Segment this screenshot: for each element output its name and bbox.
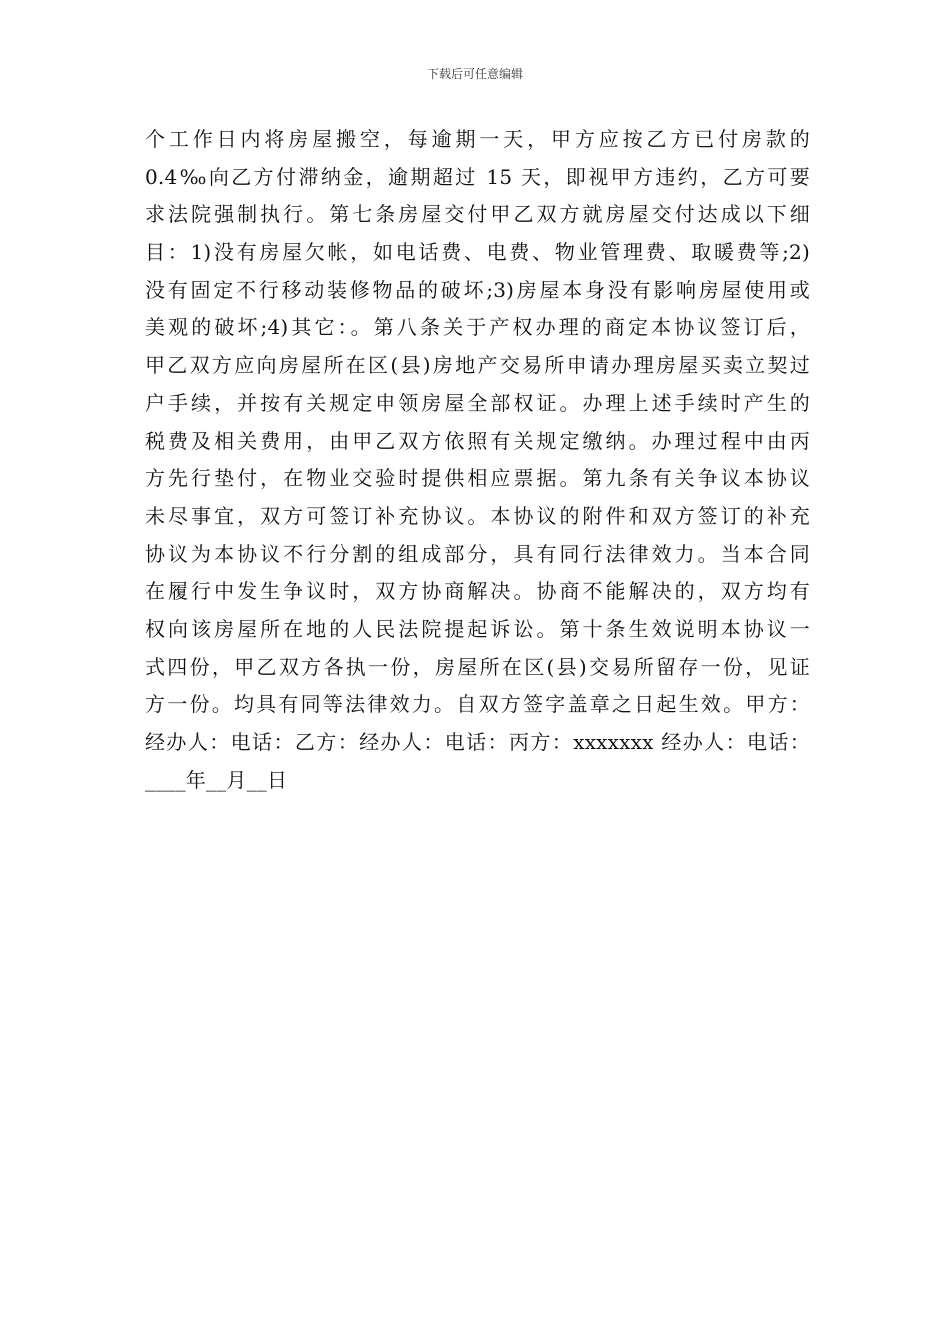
body-line: 式四份，甲乙双方各执一份，房屋所在区(县)交易所留存一份，见证: [145, 654, 810, 679]
body-line: 经办人：电话：乙方：经办人：电话：丙方：xxxxxxx 经办人：电话：: [145, 730, 810, 754]
body-line: 权向该房屋所在地的人民法院提起诉讼。第十条生效说明本协议一: [145, 616, 810, 641]
document-body: [145, 121, 810, 799]
body-line: 未尽事宜，双方可签订补充协议。本协议的附件和双方签订的补充: [145, 503, 810, 528]
body-line: 户手续，并按有关规定申领房屋全部权证。办理上述手续时产生的: [145, 390, 810, 415]
body-line: 方一份。均具有同等法律效力。自双方签字盖章之日起生效。甲方：: [145, 692, 810, 717]
body-line: 没有固定不行移动装修物品的破坏;3)房屋本身没有影响房屋使用或: [145, 277, 810, 302]
body-line: 税费及相关费用，由甲乙双方依照有关规定缴纳。办理过程中由丙: [145, 428, 810, 453]
body-line: 求法院强制执行。第七条房屋交付甲乙双方就房屋交付达成以下细: [145, 202, 810, 227]
body-line: 甲乙双方应向房屋所在区(县)房地产交易所申请办理房屋买卖立契过: [145, 353, 810, 378]
body-line: 目：1)没有房屋欠帐，如电话费、电费、物业管理费、取暖费等;2): [145, 240, 810, 265]
body-line: 美观的破坏;4)其它：。第八条关于产权办理的商定本协议签订后，: [145, 315, 810, 340]
page-header: 下载后可任意编辑: [426, 67, 523, 81]
date-line: ____年__月__日: [145, 767, 288, 792]
body-line: 个工作日内将房屋搬空，每逾期一天，甲方应按乙方已付房款的: [145, 127, 810, 151]
body-line: 0.4‰向乙方付滞纳金，逾期超过 15 天，即视甲方违约，乙方可要: [145, 164, 810, 189]
body-line: 方先行垫付，在物业交验时提供相应票据。第九条有关争议本协议: [145, 466, 810, 491]
body-line: 在履行中发生争议时，双方协商解决。协商不能解决的，双方均有: [145, 579, 810, 604]
body-line: 协议为本协议不行分割的组成部分，具有同行法律效力。当本合同: [145, 541, 810, 566]
